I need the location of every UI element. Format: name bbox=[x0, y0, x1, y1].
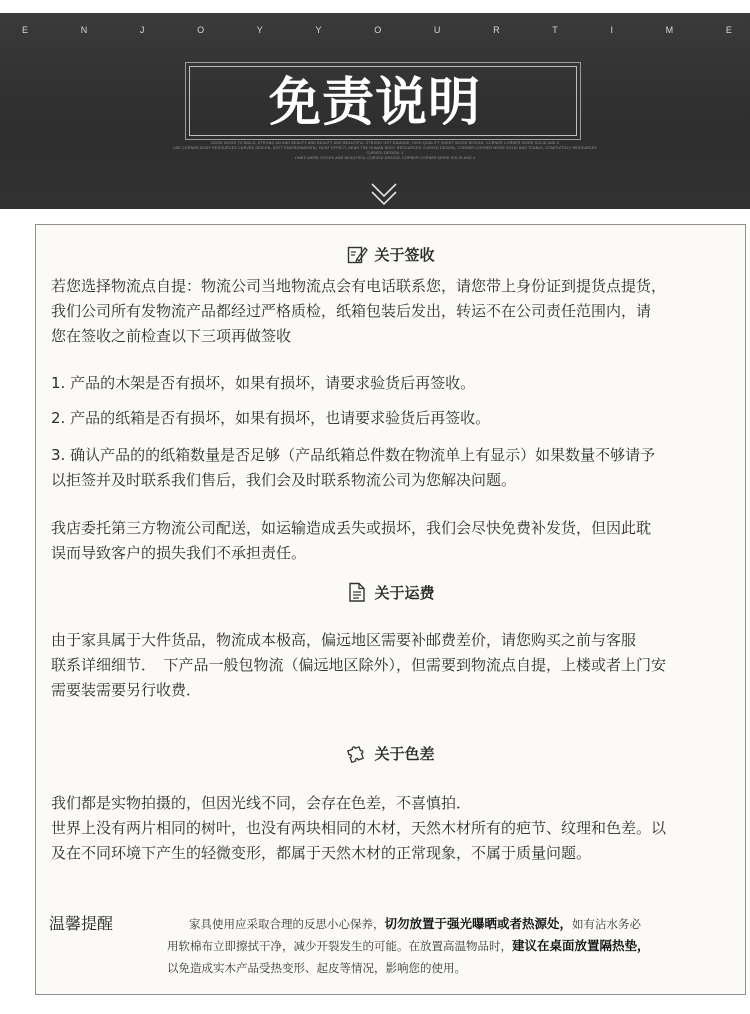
tip-text-span: 用软棉布立即擦拭干净，减少开裂发生的可能。在放置高温物品时， bbox=[167, 939, 512, 953]
text-line: 以拒签并及时联系我们售后，我们会及时联系物流公司为您解决问题。 bbox=[51, 471, 517, 489]
text-line: 联系详细细节． 下产品一般包物流（偏远地区除外），但需要到物流点自提，上楼或者上门安 bbox=[51, 656, 667, 674]
text-line: 及在不同环境下产生的轻微变形，都属于天然木材的正常现象，不属于质量问题。 bbox=[51, 844, 592, 862]
text-line: 2. 产品的纸箱是否有损坏，如果有损坏，也请要求验货后再签收。 bbox=[51, 409, 491, 427]
tip-emphasis: 切勿放置于强光曝晒或者热源处， bbox=[384, 916, 573, 931]
tip-line-1 bbox=[167, 913, 727, 935]
tagline-letter: J bbox=[139, 25, 145, 35]
section-title: 关于色差 bbox=[374, 744, 435, 763]
tagline-letter: O bbox=[374, 25, 382, 35]
tip-text-span: 家具使用应采取合理的反思小心保养， bbox=[189, 917, 385, 931]
color-text bbox=[51, 791, 711, 866]
tagline-letter: U bbox=[433, 25, 441, 35]
disclaimer-panel bbox=[35, 224, 746, 995]
signing-item-1 bbox=[51, 371, 711, 396]
tagline-letter: Y bbox=[315, 25, 322, 35]
page-title: 免责说明 bbox=[268, 73, 481, 133]
signing-item-2 bbox=[51, 406, 711, 431]
tagline-letter: I bbox=[610, 25, 613, 35]
sign-pen-icon bbox=[346, 243, 368, 265]
text-line: 误而导致客户的损失我们不承担责任。 bbox=[51, 544, 307, 562]
tip-text-span: 如有沾水务必 bbox=[572, 917, 642, 931]
tip-line-2 bbox=[167, 935, 727, 957]
text-line: 3. 确认产品的的纸箱数量是否足够（产品纸箱总件数在物流单上有显示）如果数量不够请予 bbox=[51, 446, 656, 464]
text-line: 世界上没有两片相同的树叶，也没有两块相同的木材，天然木材所有的疤节、纹理和色差。以 bbox=[51, 819, 667, 837]
text-line: 您在签收之前检查以下三项再做签收 bbox=[51, 327, 292, 345]
tagline-letter: R bbox=[493, 25, 500, 35]
tip-emphasis: 建议在桌面放置隔热垫， bbox=[512, 938, 650, 953]
tagline-letter: T bbox=[552, 25, 558, 35]
signing-intro bbox=[51, 274, 711, 349]
text-line: 1. 产品的木架是否有损坏，如果有损坏，请要求验货后再签收。 bbox=[51, 374, 476, 392]
text-line: 我们公司所有发物流产品都经过严格质检，纸箱包装后发出，转运不在公司责任范围内，请 bbox=[51, 302, 652, 320]
tagline-letter: E bbox=[725, 25, 732, 35]
tagline-letter: Y bbox=[256, 25, 263, 35]
banner-fine-print bbox=[170, 141, 600, 161]
text-line: 需要装需要另行收费． bbox=[51, 681, 202, 699]
signing-liability-note bbox=[51, 516, 711, 566]
tagline-letter: E bbox=[22, 25, 29, 35]
text-line: 若您选择物流点自提：物流公司当地物流点会有电话联系您，请您带上身份证到提货点提货， bbox=[51, 277, 667, 295]
warm-tip-label: 温馨提醒 bbox=[49, 914, 114, 933]
double-chevron-down-icon bbox=[369, 181, 399, 207]
tagline-letter: M bbox=[665, 25, 674, 35]
section-title: 关于签收 bbox=[374, 245, 435, 264]
section-heading-shipping bbox=[36, 581, 745, 603]
text-line: 由于家具属于大件货品，物流成本极高，偏远地区需要补邮费差价，请您购买之前与客服 bbox=[51, 631, 637, 649]
enjoy-your-time-tagline bbox=[0, 25, 750, 39]
puzzle-icon bbox=[346, 742, 368, 764]
shipping-text bbox=[51, 628, 711, 703]
warm-tip-text bbox=[167, 913, 727, 979]
tip-line-3 bbox=[167, 957, 727, 979]
header-banner bbox=[0, 13, 750, 209]
section-heading-color bbox=[36, 742, 745, 764]
section-heading-signing bbox=[36, 243, 745, 265]
document-icon bbox=[346, 581, 368, 603]
tip-text-span: 以免造成实木产品受热变形、起皮等情况，影响您的使用。 bbox=[167, 961, 466, 975]
fine-print-line: GOOD WOOD TO BUILD, STRONG AN AND BEAUTY AND BEAUTY AND BEAUTIFUL STRONG HOT DAMAGE, HIGH QUALITY SHEET WOOD DESIGN, CORNER CORNER MORE SOLID AND 4 bbox=[210, 141, 560, 145]
section-title: 关于运费 bbox=[374, 583, 435, 602]
tagline-letter: N bbox=[80, 25, 88, 35]
text-line: 我店委托第三方物流公司配送，如运输造成丢失或损坏，我们会尽快免费补发货，但因此耽 bbox=[51, 519, 652, 537]
text-line: 我们都是实物拍摄的，但因光线不同，会存在色差，不喜慎拍． bbox=[51, 794, 472, 812]
fine-print-line: LINES WERE STICKS AND BEAUTIFUL CURVED DESIGN, CORNER CORNER MORE SOLID AND 4 bbox=[294, 156, 476, 160]
fine-print-line: USE CORNER BODY RESOURCES CURVED DESIGN, SOFT ENVIRONMENTAL PAINT EFFECT, NEAR THE HUMAN BODY RESOURCES CURVED DESIGN, CORNER CORNER MORE SOLID AND STABLE, COMPLETELY RESOURCES CURVED DESIGN, 1 bbox=[172, 146, 598, 155]
signing-item-3 bbox=[51, 443, 711, 493]
tagline-letter: O bbox=[197, 25, 205, 35]
